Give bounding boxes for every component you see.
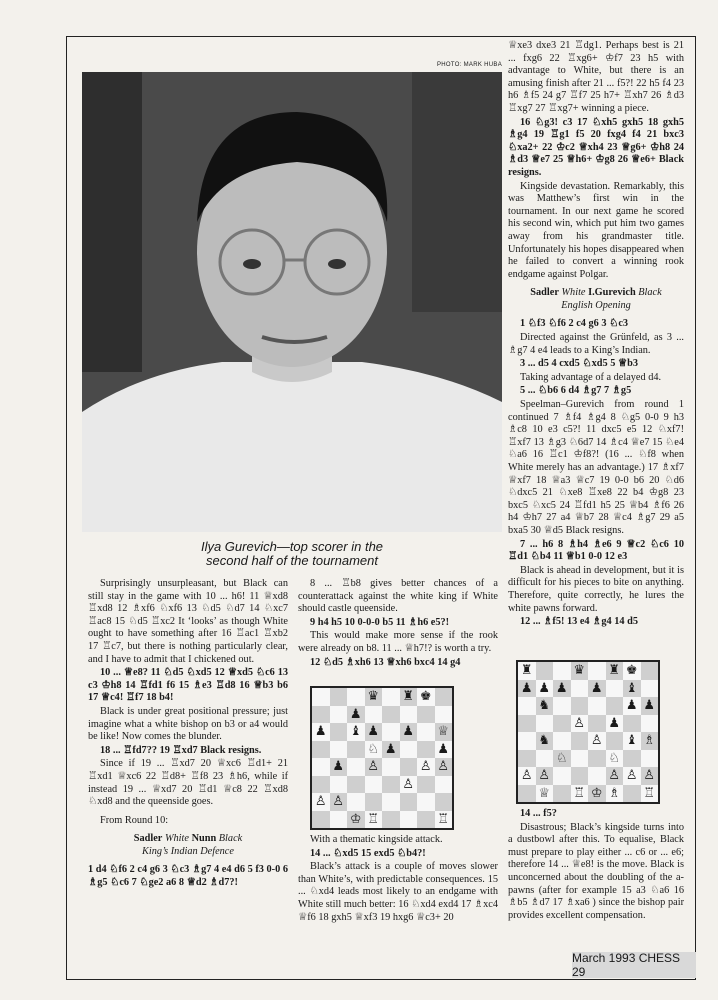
board-square: ♙ <box>606 767 624 785</box>
board-square: ♙ <box>417 758 435 776</box>
board-square: ♙ <box>623 767 641 785</box>
board-square <box>571 697 589 715</box>
moves: 5 ... ♘b6 6 d4 ♗g7 7 ♗g5 <box>520 385 632 397</box>
moves: 7 ... h6 8 ♗h4 ♗e6 9 ♕c2 ♘c6 10 ♖d1 ♘b4 11 ♕b1 0-0 12 e3 <box>508 538 684 563</box>
board-square: ♟ <box>382 741 400 759</box>
moves: 10 ... ♕e8? 11 ♘d5 ♘xd5 12 ♕xd5 ♘c6 13 c3 ♔h8 14 ♖fd1 f6 15 ♗e3 ♖d8 16 ♕b3 b6 17 ♕c4! ♖f7 18 b4! <box>88 667 288 704</box>
board-square <box>641 662 659 680</box>
board-square <box>400 811 418 829</box>
board-square <box>571 732 589 750</box>
white-player: Sadler <box>530 287 559 299</box>
board-square: ♙ <box>571 715 589 733</box>
board-square <box>623 715 641 733</box>
board-square <box>330 776 348 794</box>
column-2 <box>298 578 498 670</box>
board-square <box>400 793 418 811</box>
board-square <box>641 715 659 733</box>
board-square: ♙ <box>588 732 606 750</box>
board-square <box>641 750 659 768</box>
board-square <box>347 758 365 776</box>
moves: 3 ... d5 4 cxd5 ♘xd5 5 ♕b3 <box>520 358 639 370</box>
board-square <box>553 785 571 803</box>
board-square: ♟ <box>588 680 606 698</box>
board-square: ♞ <box>536 697 554 715</box>
board-square: ♙ <box>365 758 383 776</box>
board-square: ♜ <box>400 688 418 706</box>
board-square <box>417 811 435 829</box>
board-square <box>606 697 624 715</box>
board-square <box>312 811 330 829</box>
board-square <box>588 697 606 715</box>
moves: 12 ... ♗f5! 13 e4 ♗g4 14 d5 <box>520 616 638 628</box>
board-square <box>382 723 400 741</box>
board-square <box>536 662 554 680</box>
board-square: ♖ <box>435 811 453 829</box>
black-label: Black <box>638 287 662 299</box>
board-square: ♗ <box>606 785 624 803</box>
board-square <box>623 785 641 803</box>
board-square: ♜ <box>606 662 624 680</box>
board-square <box>347 741 365 759</box>
board-square: ♟ <box>312 723 330 741</box>
column-1 <box>88 578 288 891</box>
board-square <box>382 688 400 706</box>
paragraph: With a thematic kingside attack. <box>310 834 443 845</box>
board-square <box>435 688 453 706</box>
board-square: ♝ <box>347 723 365 741</box>
paragraph: Disastrous; Black’s kingside turns into a dustbowl after this. To equalise, Black must prepare to play either ... c6 or ... e6; therefore 14 ... ♕e8! is the move. Black is unconcerned about the doubling of the a-pawns (after for example 15 a3 ♘a6 16 ♗b5 ♗d7 17 ♗xa6 ) since the bishop pair provides excellent compensation. <box>508 821 684 921</box>
board-square <box>571 680 589 698</box>
board-square: ♘ <box>553 750 571 768</box>
chess-diagram-2 <box>516 660 660 804</box>
paragraph: ♕xe3 dxe3 21 ♖dg1. Perhaps best is 21 ... fxg6 22 ♖xg6+ ♔f7 23 h5 with advantage to White, but there is an amusing finish after 21 ... f5?! 22 h5 f4 23 h6 ♗f5 24 g7 ♖f7 25 h7+ ♖xh7 26 ♗d3 ♖xg7 27 ♖xg7+ winning a piece. <box>508 40 684 114</box>
white-label: White <box>164 833 189 845</box>
board-square <box>606 680 624 698</box>
board-square: ♛ <box>365 688 383 706</box>
board-square: ♚ <box>417 688 435 706</box>
board-square: ♙ <box>641 767 659 785</box>
caption-line: Ilya Gurevich—top scorer in the <box>200 539 384 554</box>
board-square: ♟ <box>518 680 536 698</box>
board-square: ♜ <box>518 662 536 680</box>
board-square <box>553 732 571 750</box>
board-square <box>330 723 348 741</box>
board-square <box>553 767 571 785</box>
paragraph: Black is ahead in development, but it is difficult for his pieces to bite on anything. Therefore, quite correctly, he lures the white pawns forward. <box>508 564 684 614</box>
board-square: ♙ <box>400 776 418 794</box>
board-square <box>347 688 365 706</box>
board-square <box>382 776 400 794</box>
board-square: ♖ <box>365 811 383 829</box>
board-square: ♟ <box>330 758 348 776</box>
moves: 14 ... f5? <box>520 808 557 819</box>
board-square <box>606 732 624 750</box>
black-player: Nunn <box>191 833 217 845</box>
moves: 1 ♘f3 ♘f6 2 c4 g6 3 ♘c3 <box>520 318 629 330</box>
paragraph: Black’s attack is a couple of moves slower than White’s, with predictable consequences. 15 ... ♘xd4 leads most likely to an endgame with White still much better: 16 ♘xd4 exd4 17 ♗xc4 ♕f6 18 gxh5 ♕xf3 19 hxg6 ♕c3+ 20 <box>298 861 498 923</box>
paragraph: Kingside devastation. Remarkably, this was Matthew’s first win in the tournament. In our next game he scored his second win, which put him two games away from his grandmaster title. Unfortunately his hopes disappeared when he failed to convert a winning rook endgame against Polgar. <box>508 180 684 280</box>
column-3-continued <box>508 808 684 923</box>
board-square <box>417 776 435 794</box>
board-square <box>588 750 606 768</box>
board-square <box>330 741 348 759</box>
board-square <box>553 715 571 733</box>
caption-line: second half of the tournament <box>205 553 378 568</box>
black-player: I.Gurevich <box>588 287 636 299</box>
paragraph: Surprisingly unsurpleasant, but Black can still stay in the game with 10 ... h6! 11 ♕xd8 ♖xd8 12 ♗xf6 ♘xf6 13 ♘d5 ♘d7 14 ♘xc7 ♖ac8 15 ♘d5 ♖xc2 It ‘looks’ as though White ought to have something after 16 ♖ac1 ♖xb2 17 ♖c7, but there is nothing particularly clear, and I have to admit that I chickened out. <box>88 578 288 665</box>
board-square <box>588 662 606 680</box>
board-square <box>518 750 536 768</box>
board-square: ♙ <box>330 793 348 811</box>
board-square <box>435 776 453 794</box>
board-square: ♚ <box>623 662 641 680</box>
board-square <box>330 706 348 724</box>
paragraph: 8 ... ♖b8 gives better chances of a counterattack against the white king if White should castle queenside. <box>298 578 498 615</box>
board-square: ♝ <box>623 680 641 698</box>
moves: 16 ♘g3! c3 17 ♘xh5 gxh5 18 gxh5 ♗g4 19 ♖g1 f5 20 fxg4 f4 21 bxc3 ♘xa2+ 22 ♔c2 ♕xh4 23 ♕g6+ ♔h8 24 ♗d3 ♕e7 25 ♕h6+ ♔g8 26 ♕e6+ Black resigns. <box>508 116 684 178</box>
board-square <box>312 706 330 724</box>
moves: 9 h4 h5 10 0-0-0 b5 11 ♗h6 e5?! <box>310 616 450 628</box>
board-square: ♙ <box>435 758 453 776</box>
board-square <box>518 785 536 803</box>
column-2-continued <box>298 834 498 925</box>
paragraph: This would make more sense if the rook were already on b8. 11 ... ♕h7!? is worth a try. <box>298 630 498 654</box>
board-square <box>536 750 554 768</box>
board-square: ♖ <box>571 785 589 803</box>
board-square: ♟ <box>553 680 571 698</box>
board-square <box>312 688 330 706</box>
board-square <box>382 706 400 724</box>
column-3 <box>508 40 684 630</box>
board-square: ♔ <box>588 785 606 803</box>
board-square: ♟ <box>400 723 418 741</box>
moves: 18 ... ♖fd7?? 19 ♖xd7 Black resigns. <box>100 744 262 756</box>
board-square: ♙ <box>518 767 536 785</box>
board-square: ♟ <box>347 706 365 724</box>
board-square <box>347 793 365 811</box>
board-square: ♔ <box>347 811 365 829</box>
opening-name: King’s Indian Defence <box>142 845 234 857</box>
board-square <box>417 706 435 724</box>
photo-caption <box>82 540 502 568</box>
game-header <box>508 287 684 312</box>
round-label: From Round 10: <box>100 814 169 826</box>
board-square <box>365 793 383 811</box>
board-square <box>382 811 400 829</box>
board-square <box>641 680 659 698</box>
board-square <box>623 750 641 768</box>
board-square: ♙ <box>536 767 554 785</box>
board-square: ♝ <box>623 732 641 750</box>
board-square: ♟ <box>536 680 554 698</box>
board-square <box>312 741 330 759</box>
moves: 1 d4 ♘f6 2 c4 g6 3 ♘c3 ♗g7 4 e4 d6 5 f3 0-0 6 ♗g5 ♘c6 7 ♘ge2 a6 8 ♕d2 ♗d7?! <box>88 864 288 889</box>
opening-name: English Opening <box>561 299 631 311</box>
board-square: ♘ <box>606 750 624 768</box>
board-square <box>588 767 606 785</box>
portrait-photo <box>82 72 502 532</box>
board-square <box>365 776 383 794</box>
board-square <box>312 776 330 794</box>
board-square: ♕ <box>435 723 453 741</box>
board-square <box>365 706 383 724</box>
board-square: ♙ <box>312 793 330 811</box>
board-square <box>417 793 435 811</box>
board-square: ♗ <box>641 732 659 750</box>
board-square: ♞ <box>536 732 554 750</box>
moves: 12 ♘d5 ♗xh6 13 ♕xh6 bxc4 14 g4 <box>310 656 461 668</box>
paragraph: Directed against the Grünfeld, as 3 ... ♗g7 4 e4 leads to a King’s Indian. <box>508 332 684 356</box>
white-player: Sadler <box>133 833 163 845</box>
white-label: White <box>561 287 586 299</box>
board-square <box>571 750 589 768</box>
paragraph: Black is under great positional pressure; just imagine what a white bishop on b3 or a4 would be like! Now comes the blunder. <box>88 705 288 743</box>
portrait-illustration <box>82 72 502 532</box>
board-square <box>588 715 606 733</box>
board-square <box>435 706 453 724</box>
board-square: ♟ <box>606 715 624 733</box>
page-footer: March 1993 CHESS 29 <box>572 952 696 978</box>
board-square <box>553 662 571 680</box>
paragraph: Speelman–Gurevich from round 1 continued 7 ♗f4 ♗g4 8 ♘g5 0-0 9 h3 ♗c8 10 e3 c5?! 11 dxc5 e5 12 ♘xf7! ♖xf7 13 ♗g3 ♘6d7 14 ♗c4 ♕e7 15 ♘e4 ♘a6 16 ♖c1 ♔f8?! (16 ... ♘f8 when White merely has an advantage.) 17 ♗xf7 ♕xf7 18 ♕a3 ♕c7 19 0-0 b6 20 ♘d6 ♘dxc5 21 ♘xe8 ♖xe8 22 b4 ♔g8 23 bxc5 ♘xc5 24 ♖fd1 h5 25 ♕b4 ♗f6 26 h4 ♔h7 27 a4 ♕b7 28 ♕c4 ♗g7 29 a5 bxa5 30 ♕d5 Black resigns. <box>508 399 684 536</box>
board-square <box>382 758 400 776</box>
board-square: ♟ <box>365 723 383 741</box>
board-square <box>536 715 554 733</box>
board-square <box>312 758 330 776</box>
board-square: ♟ <box>435 741 453 759</box>
board-square <box>382 793 400 811</box>
board-square: ♟ <box>623 697 641 715</box>
board-square <box>400 741 418 759</box>
chess-diagram-1 <box>310 686 454 830</box>
board-square <box>417 741 435 759</box>
moves: 14 ... ♘xd5 15 exd5 ♘b4?! <box>310 847 426 859</box>
board-square: ♖ <box>641 785 659 803</box>
board-square: ♕ <box>536 785 554 803</box>
board-square <box>417 723 435 741</box>
board-square <box>400 706 418 724</box>
board-square <box>518 715 536 733</box>
paragraph: Taking advantage of a delayed d4. <box>520 371 662 383</box>
board-square <box>330 811 348 829</box>
black-label: Black <box>218 833 243 845</box>
board-square: ♘ <box>365 741 383 759</box>
board-square <box>518 697 536 715</box>
board-square <box>435 793 453 811</box>
board-square <box>518 732 536 750</box>
board-square: ♛ <box>571 662 589 680</box>
game-header <box>88 833 288 858</box>
board-square <box>553 697 571 715</box>
paragraph: Since if 19 ... ♖xd7 20 ♕xc6 ♖d1+ 21 ♖xd1 ♕xc6 22 ♖d8+ ♖f8 23 ♗h6, while if instead 19 ... ♕xd7 20 ♖d1 ♕c8 22 ♖xd8 ♘xd8 and the queenside goes. <box>88 758 288 808</box>
board-square <box>400 758 418 776</box>
photo-credit: PHOTO: MARK HUBA <box>436 62 502 68</box>
board-square: ♟ <box>641 697 659 715</box>
board-square <box>571 767 589 785</box>
board-square <box>330 688 348 706</box>
board-square <box>347 776 365 794</box>
